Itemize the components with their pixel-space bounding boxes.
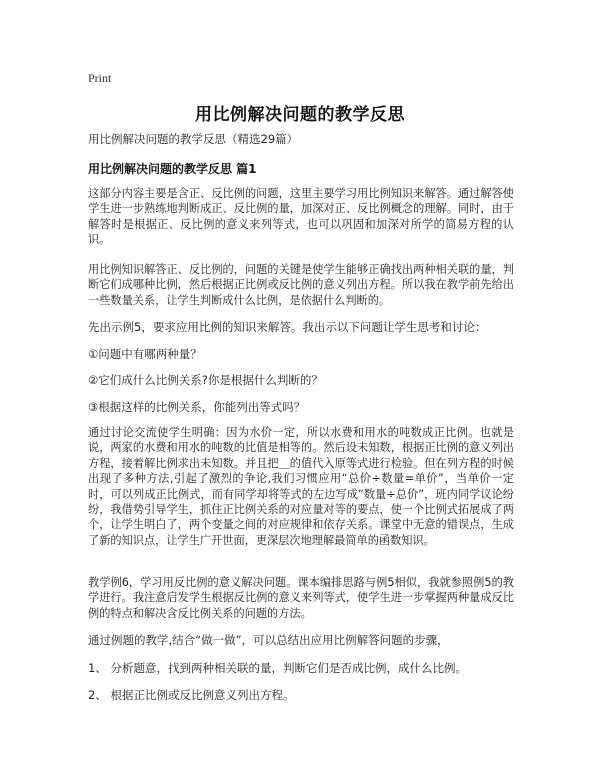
paragraph-intro: 这部分内容主要是含正、反比例的问题，这里主要学习用比例知识来解答。通过解答使学生进一步熟练地判断成正、反比例的量，加深对正、反比例概念的理解。同时，由于解答时是根据正、反比例的意义来列等式，也可以巩固和加深对所学的简易方程的认识。 — [88, 187, 514, 247]
question-3: ③根据这样的比例关系，你能列出等式吗？ — [88, 400, 306, 414]
paragraph-key-point: 用比例知识解答正、反比例的，问题的关键是使学生能够正确找出两种相关联的量，判断它们成哪种比例，然后根据正比例或反比例的意义列出方程。所以我在教学前先给出一些数量关系，让学生判断成什么比例，是依据什么判断的。 — [88, 263, 514, 307]
step-2: 2、 根据正比例或反比例意义列出方程。 — [88, 688, 295, 702]
paragraph-example6: 教学例6，学习用反比例的意义解决问题。课本编排思路与例5相似，我就参照例5的教学进行。我注意启发学生根据反比例的意义来列等式，使学生进一步掌握两种量成反比例的特点和解决含反比例关系的问题的方法。 — [88, 576, 514, 620]
question-1: ①问题中有哪两种量？ — [88, 347, 202, 361]
print-label[interactable]: Print — [88, 71, 112, 85]
question-2: ②它们成什么比例关系?你是根据什么判断的？ — [88, 373, 323, 387]
paragraph-discussion: 通过讨论交流使学生明确：因为水价一定，所以水费和用水的吨数成正比例。也就是说，两家的水费和用水的吨数的比值是相等的。然后设未知数，根据正比例的意义列出方程，接着解比例求出未知数。并且把＿的值代入原等式进行检验。但在列方程的时候出现了多种方法,引起了激烈的争论,我们习惯应用“总价÷数量=单价”，当单价一定时，可以列成正比例式，而有同学却将等式的左边写成“数量÷总价”，班内同学议论纷纷，我借势引导学生，抓住正比例关系的对应量对等的要点，使一个比例式拓展成了两个，让学生明白了，两个变量之间的对应规律和依存关系。课堂中无意的错误点，生成了新的知识点，让学生广开世面，更深层次地理解最简单的函数知识。 — [88, 426, 514, 547]
section-heading: 用比例解决问题的教学反思 篇1 — [88, 162, 257, 176]
paragraph-summary: 通过例题的教学,结合“做一做”，可以总结出应用比例解答问题的步骤， — [88, 633, 449, 647]
paragraph-example5: 先出示例5，要求应用比例的知识来解答。我出示以下问题让学生思考和讨论： — [88, 320, 487, 334]
document-subtitle: 用比例解决问题的教学反思（精选29篇） — [88, 132, 299, 146]
step-1: 1、 分析题意，找到两种相关联的量，判断它们是否成比例，成什么比例。 — [88, 661, 467, 675]
page-title: 用比例解决问题的教学反思 — [195, 105, 405, 125]
